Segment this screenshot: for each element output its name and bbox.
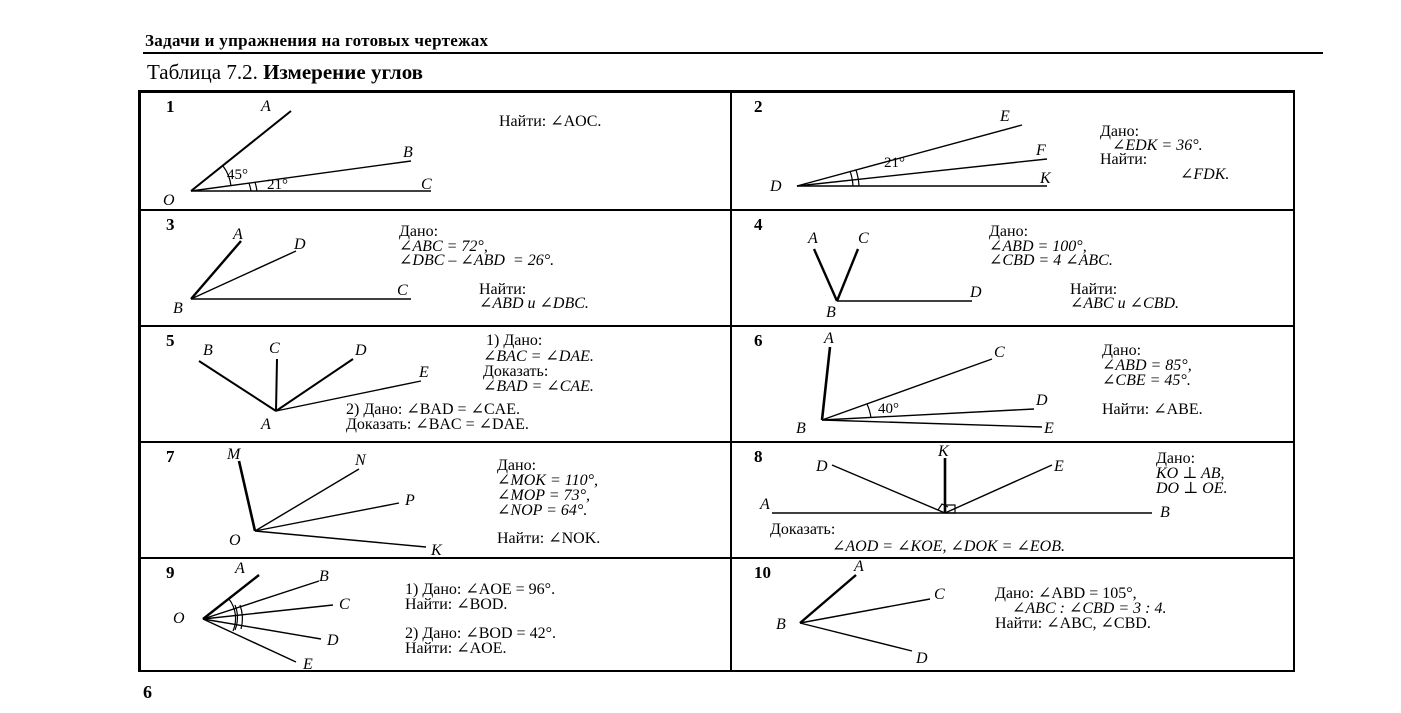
task-number: 5 [166, 331, 175, 350]
point-label: A [808, 230, 818, 247]
point-label: F [1036, 142, 1046, 159]
point-label: D [355, 342, 367, 359]
point-label: D [294, 236, 306, 253]
task-text-line: Дано: [1102, 342, 1142, 359]
point-label: O [229, 532, 241, 549]
task-text-line: Дано: [1100, 123, 1140, 140]
point-label: D [816, 458, 828, 475]
point-label: O [163, 192, 175, 209]
task-text-line: Найти: ∠ABC, ∠CBD. [995, 615, 1151, 632]
task-cell-9 [140, 558, 731, 672]
point-label: D [770, 178, 782, 195]
task-number: 7 [166, 447, 175, 466]
point-label: D [970, 284, 982, 301]
point-label: M [227, 446, 241, 463]
point-label: C [339, 596, 350, 613]
point-label: E [1054, 458, 1064, 475]
point-label: E [419, 364, 429, 381]
task-number: 1 [166, 97, 175, 116]
task-text-line: ∠ABD = 100°, [989, 238, 1087, 255]
task-6-diagram [732, 327, 1295, 442]
tasks-table [138, 90, 1295, 672]
angle-label: 21° [267, 177, 288, 193]
task-text-line: 2) Дано: ∠BAD = ∠CAE. [346, 401, 520, 418]
task-2-diagram [732, 93, 1295, 210]
point-label: C [421, 176, 432, 193]
task-number: 9 [166, 563, 175, 582]
page-number: 6 [143, 682, 152, 702]
point-label: A [854, 559, 864, 575]
point-label: A [233, 226, 243, 243]
task-number: 8 [754, 447, 763, 466]
task-text-line: Дано: [399, 223, 439, 240]
point-label: A [760, 496, 770, 513]
task-text-line: Дано: ∠ABD = 105°, [995, 585, 1137, 602]
point-label: E [1000, 108, 1010, 125]
task-text-line: ∠ABD = 85°, [1102, 357, 1192, 374]
point-label: B [776, 616, 786, 633]
task-cell-8 [731, 442, 1295, 558]
header-rule [143, 52, 1323, 54]
task-cell-7 [140, 442, 731, 558]
point-label: A [261, 98, 271, 115]
task-text-line: Найти: ∠ABE. [1102, 401, 1203, 418]
task-text-line: Найти: ∠AOE. [405, 640, 507, 657]
task-text-line: ∠EDK = 36°. [1112, 137, 1203, 154]
task-cell-2 [731, 92, 1295, 210]
point-label: E [303, 656, 313, 673]
task-text-line: Дано: [1156, 450, 1196, 467]
task-text-line: ∠MOK = 110°, [497, 472, 598, 489]
task-text-line: ∠DBC – ∠ABD = 26°. [399, 252, 555, 269]
angle-label: 45° [227, 167, 248, 183]
task-text-line: ∠FDK. [1180, 166, 1230, 183]
point-label: D [327, 632, 339, 649]
point-label: B [319, 568, 329, 585]
angle-label: 21° [884, 155, 905, 171]
task-text-line: ∠ABC и ∠CBD. [1070, 295, 1180, 312]
task-cell-5 [140, 326, 731, 442]
task-number: 6 [754, 331, 763, 350]
point-label: E [1044, 420, 1054, 437]
point-label: A [235, 560, 245, 577]
point-label: C [858, 230, 869, 247]
task-cell-4 [731, 210, 1295, 326]
point-label: P [405, 492, 415, 509]
task-text-line: Найти: ∠BOD. [405, 596, 508, 613]
point-label: B [173, 300, 183, 317]
task-text-line: Дано: [989, 223, 1029, 240]
task-text-line: Доказать: [770, 521, 836, 538]
task-text-line: Найти: ∠AOC. [499, 113, 602, 130]
point-label: K [431, 542, 442, 559]
point-label: B [1160, 504, 1170, 521]
task-text-line: Доказать: [483, 363, 549, 380]
angle-label: 40° [878, 401, 899, 417]
point-label: C [994, 344, 1005, 361]
point-label: D [1036, 392, 1048, 409]
task-text-line: 1) Дано: ∠AOE = 96°. [405, 581, 556, 598]
task-text-line: Дано: [497, 457, 537, 474]
task-number: 10 [754, 563, 771, 582]
point-label: N [355, 452, 366, 469]
task-cell-3 [140, 210, 731, 326]
point-label: C [269, 340, 280, 357]
page-header: Задачи и упражнения на готовых чертежах [145, 31, 489, 50]
task-text-line: ∠CBE = 45°. [1102, 372, 1191, 389]
task-text-line: ∠BAD = ∠CAE. [483, 378, 594, 395]
point-label: B [796, 420, 806, 437]
task-text-line: Доказать: ∠BAC = ∠DAE. [346, 416, 529, 433]
task-text-line: Найти: [479, 281, 527, 298]
task-cell-10 [731, 558, 1295, 672]
task-cell-6 [731, 326, 1295, 442]
point-label: K [938, 443, 949, 460]
point-label: C [397, 282, 408, 299]
task-1-diagram [141, 93, 731, 210]
task-text-line: Найти: ∠NOK. [497, 530, 601, 547]
task-text-line: KO ⊥ AB, [1156, 465, 1225, 482]
task-number: 4 [754, 215, 763, 234]
task-text-line: Найти: [1070, 281, 1118, 298]
point-label: C [934, 586, 945, 603]
task-text-line: ∠ABD и ∠DBC. [479, 295, 589, 312]
point-label: A [261, 416, 271, 433]
task-number: 3 [166, 215, 175, 234]
task-text-line: ∠CBD = 4 ∠ABC. [989, 252, 1113, 269]
point-label: B [403, 144, 413, 161]
task-text-line: 1) Дано: [486, 332, 543, 349]
task-text-line: Найти: [1100, 151, 1148, 168]
point-label: B [203, 342, 213, 359]
task-text-line: 2) Дано: ∠BOD = 42°. [405, 625, 556, 642]
point-label: K [1040, 170, 1051, 187]
task-cell-1 [140, 92, 731, 210]
task-text-line: ∠NOP = 64°. [497, 502, 588, 519]
point-label: O [173, 610, 185, 627]
point-label: A [824, 330, 834, 347]
table-title: Таблица 7.2. Измерение углов [147, 60, 424, 84]
task-text-line: ∠MOP = 73°, [497, 487, 590, 504]
point-label: B [826, 304, 836, 321]
task-number: 2 [754, 97, 763, 116]
task-text-line: ∠BAC = ∠DAE. [483, 348, 594, 365]
point-label: D [916, 650, 928, 667]
task-text-line: ∠ABC = 72°, [399, 238, 488, 255]
task-text-line: ∠ABC : ∠CBD = 3 : 4. [1012, 600, 1167, 617]
task-text-line: DO ⊥ OE. [1156, 480, 1228, 497]
task-7-diagram [141, 443, 731, 558]
task-text-line: ∠AOD = ∠KOE, ∠DOK = ∠EOB. [832, 538, 1065, 555]
